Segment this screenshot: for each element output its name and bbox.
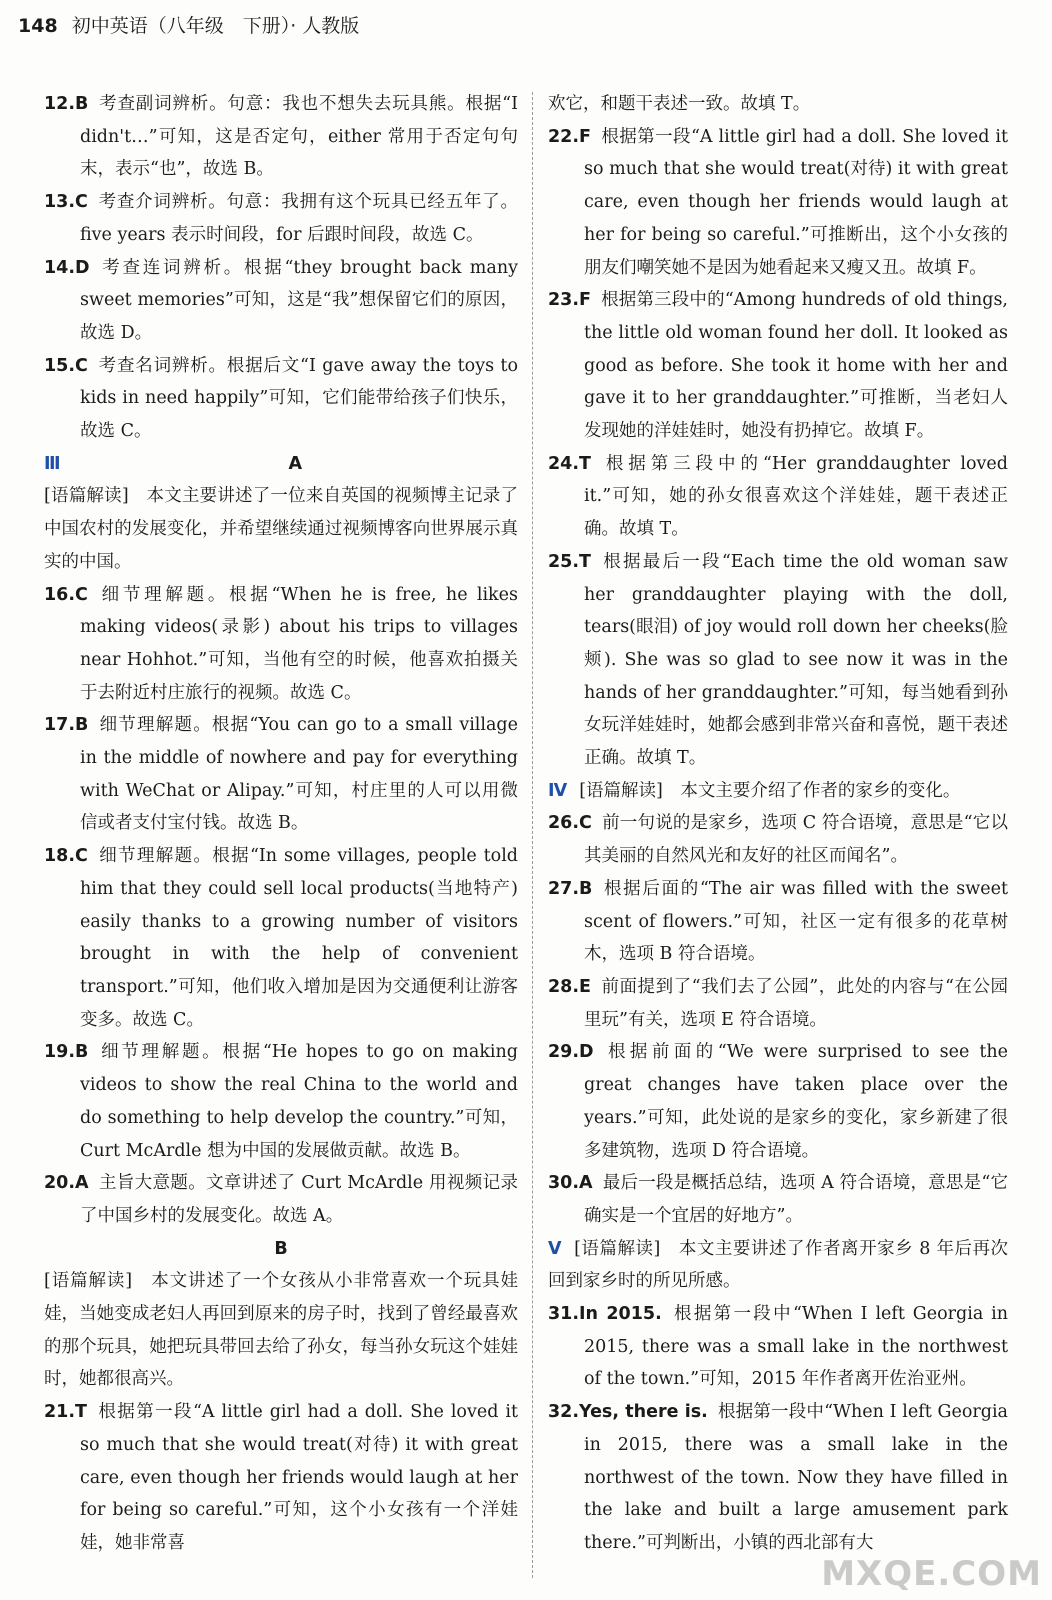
column-divider — [532, 92, 533, 1578]
answer-explanation: 细节理解题。根据“In some villages, people told him that they could sell local products(当地特产) easily thanks to a growing number of visitors brought in with the help of convenient transport.”可知，他们收入增加是因为交通便利让游客变多。故选 C。 — [80, 846, 518, 1030]
answer-number: 13.C — [44, 192, 88, 213]
answer-item — [44, 1036, 518, 1167]
answer-explanation: 根据第一段中“When I left Georgia in 2015, there was a small lake in the northwest of the town. Now they have filled in the lake and built a large amusement park there.”可判断出，小镇的西北部有大 — [584, 1402, 1008, 1553]
answer-item — [44, 1396, 518, 1560]
paragraph-text: [语篇解读] 本文主要讲述了作者离开家乡 8 年后再次回到家乡时的所见所感。 — [548, 1238, 1009, 1292]
answer-item — [548, 1298, 1008, 1396]
section-letter: A — [288, 453, 303, 474]
answer-explanation: 根据最后一段“Each time the old woman saw her granddaughter playing with the doll, tears(眼泪) of joy would roll down her cheeks(脸颊). She was so glad to see now it was in the hands of her granddaughter.”可知，每当她看到孙女玩洋娃娃时，她都会感到非常兴奋和喜悦，题干表述正确。故填 T。 — [584, 551, 1008, 769]
answer-explanation: 根据前面的“We were surprised to see the great changes have taken place over the years.”可知，此处说的是家乡的变化，家乡新建了很多建筑物，选项 D 符合语境。 — [584, 1042, 1008, 1161]
answer-number: 29.D — [548, 1042, 594, 1063]
answer-number: 23.F — [548, 290, 591, 311]
passage-note — [44, 480, 518, 578]
answer-number: 15.C — [44, 355, 88, 376]
answer-explanation: 最后一段是概括总结，选项 A 符合语境，意思是“它确实是一个宜居的好地方”。 — [584, 1173, 1008, 1226]
site-watermark: MXQE.COM — [821, 1554, 1042, 1594]
page-number: 148 — [18, 15, 58, 37]
answer-number: 25.T — [548, 551, 591, 572]
answer-item — [44, 840, 518, 1036]
section-heading — [44, 448, 518, 481]
paragraph-text: [语篇解读] 本文主要介绍了作者的家乡的变化。 — [579, 780, 961, 801]
answer-item — [548, 1396, 1008, 1560]
paragraph-text: [语篇解读] 本文主要讲述了一位来自英国的视频博主记录了中国农村的发展变化，并希望继续通过视频博客向世界展示真实的中国。 — [44, 486, 518, 572]
answer-number: 22.F — [548, 126, 591, 147]
answer-number: 31.In 2015. — [548, 1304, 662, 1325]
answer-item — [44, 579, 518, 710]
answer-explanation: 根据后面的“The air was filled with the sweet scent of flowers.”可知，社区一定有很多的花草树木，选项 B 符合语境。 — [584, 878, 1008, 965]
answer-explanation: 根据第一段中“When I left Georgia in 2015, there was a small lake in the northwest of the town.”可知，2015 年作者离开佐治亚州。 — [584, 1304, 1008, 1390]
answer-explanation: 考查副词辨析。句意：我也不想失去玩具熊。根据“I didn't…”可知，这是否定句，either 常用于否定句句末，表示“也”，故选 B。 — [80, 94, 518, 180]
answer-number: 20.A — [44, 1173, 89, 1194]
section-heading — [44, 1233, 518, 1266]
answer-explanation: 考查连词辨析。根据“they brought back many sweet memories”可知，这是“我”想保留它们的原因，故选 D。 — [80, 257, 518, 343]
answer-number: 19.B — [44, 1042, 89, 1063]
section-number: Ⅲ — [44, 453, 61, 474]
answer-number: 30.A — [548, 1173, 593, 1194]
answer-item — [44, 1167, 518, 1232]
passage-note — [44, 1265, 518, 1396]
right-column — [548, 88, 1008, 1560]
answer-item — [548, 448, 1008, 546]
answer-item — [548, 546, 1008, 775]
section-letter: B — [274, 1238, 288, 1259]
paragraph-text: 欢它，和题干表述一致。故填 T。 — [548, 94, 811, 114]
answer-number: 12.B — [44, 94, 89, 114]
answer-number: 27.B — [548, 878, 593, 899]
answer-item — [548, 1167, 1008, 1232]
left-column — [44, 88, 518, 1560]
answer-explanation: 细节理解题。根据“When he is free, he likes making videos(录影) about his trips to villages near Hohhot.”可知，当他有空的时候，他喜欢拍摄关于去附近村庄旅行的视频。故选 C。 — [80, 584, 518, 703]
answer-number: 16.C — [44, 584, 88, 605]
answer-item — [44, 252, 518, 350]
answer-explanation: 前面提到了“我们去了公园”，此处的内容与“在公园里玩”有关，选项 E 符合语境。 — [584, 976, 1008, 1030]
answer-explanation: 根据第三段中的“Among hundreds of old things, the little old woman found her doll. It looked as good as before. She took it home with her and gave it to her granddaughter.”可推断，当老妇人发现她的洋娃娃时，她没有扔掉它。故填 F。 — [584, 290, 1008, 442]
passage-note — [548, 88, 1008, 121]
section-number: Ⅴ — [548, 1238, 563, 1259]
answer-explanation: 主旨大意题。文章讲述了 Curt McArdle 用视频记录了中国乡村的发展变化。故选 A。 — [80, 1173, 518, 1226]
section-number: Ⅳ — [548, 780, 568, 801]
passage-note — [548, 775, 1008, 808]
answer-explanation: 根据第一段“A little girl had a doll. She loved it so much that she would treat(对待) it with great care, even though her friends would laugh at her for being so careful.”可推断出，这个小女孩的朋友们嘲笑她不是因为她看起来又瘦又丑。故填 F。 — [584, 126, 1008, 278]
answer-item — [548, 1036, 1008, 1167]
answer-number: 32.Yes, there is. — [548, 1402, 708, 1423]
answer-number: 26.C — [548, 813, 592, 834]
answer-item — [44, 88, 518, 186]
answer-number: 24.T — [548, 453, 591, 474]
answer-explanation: 根据第三段中的“Her granddaughter loved it.”可知，她的孙女很喜欢这个洋娃娃，题干表述正确。故填 T。 — [584, 453, 1008, 540]
page-header — [18, 14, 359, 38]
answer-explanation: 根据第一段“A little girl had a doll. She loved it so much that she would treat(对待) it with great care, even though her friends would laugh at her for being so careful.”可知，这个小女孩有一个洋娃娃，她非常喜 — [80, 1402, 518, 1553]
book-title: 初中英语（八年级 下册）· 人教版 — [71, 15, 360, 37]
answer-item — [44, 350, 518, 448]
answer-number: 14.D — [44, 257, 90, 278]
answer-item — [548, 807, 1008, 872]
answer-explanation: 细节理解题。根据“He hopes to go on making videos to show the real China to the world and do something to help develop the country.”可知，Curt McArdle 想为中国的发展做贡献。故选 B。 — [80, 1042, 518, 1161]
answer-number: 17.B — [44, 715, 89, 736]
answer-explanation: 前一句说的是家乡，选项 C 符合语境，意思是“它以其美丽的自然风光和友好的社区而闻名”。 — [584, 813, 1008, 867]
answer-item — [548, 121, 1008, 285]
answer-item — [44, 186, 518, 251]
answer-item — [44, 709, 518, 840]
answer-explanation: 细节理解题。根据“You can go to a small village in the middle of nowhere and pay for everything with WeChat or Alipay.”可知，村庄里的人可以用微信或者支付宝付钱。故选 B。 — [80, 715, 518, 834]
answer-explanation: 考查名词辨析。根据后文“I gave away the toys to kids in need happily”可知，它们能带给孩子们快乐，故选 C。 — [80, 355, 518, 442]
answer-item — [548, 971, 1008, 1036]
answer-explanation: 考查介词辨析。句意：我拥有这个玩具已经五年了。five years 表示时间段，for 后跟时间段，故选 C。 — [80, 192, 518, 245]
answer-number: 18.C — [44, 846, 88, 867]
answer-item — [548, 284, 1008, 448]
paragraph-text: [语篇解读] 本文讲述了一个女孩从小非常喜欢一个玩具娃娃，当她变成老妇人再回到原来的房子时，找到了曾经最喜欢的那个玩具，她把玩具带回去给了孙女，每当孙女玩这个娃娃时，她都很高兴。 — [44, 1271, 518, 1390]
answer-item — [548, 873, 1008, 971]
answer-number: 28.E — [548, 976, 591, 997]
passage-note — [548, 1233, 1008, 1298]
answer-number: 21.T — [44, 1402, 87, 1423]
